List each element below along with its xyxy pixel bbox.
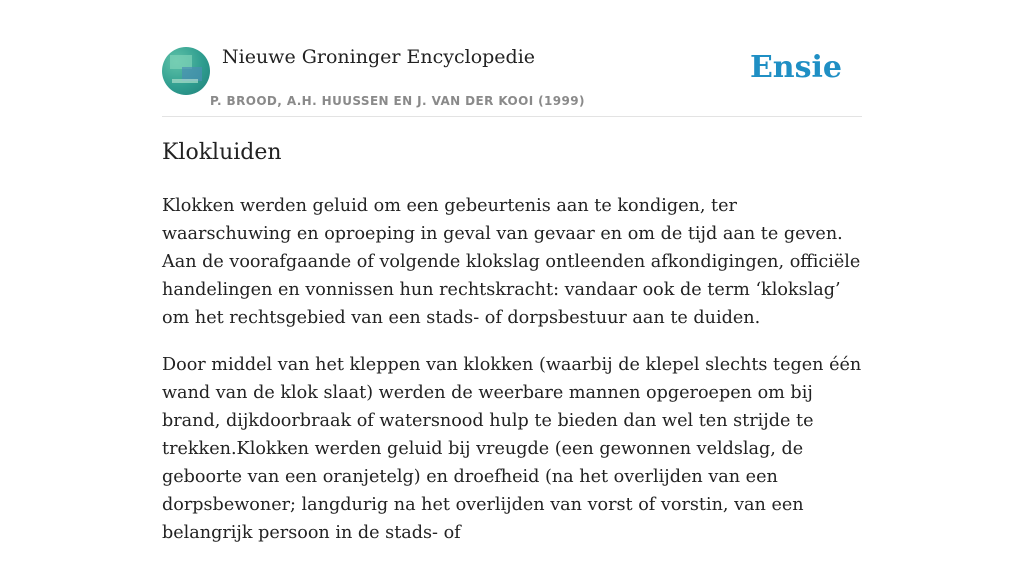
entry-paragraph: Klokken werden geluid om een gebeurtenis aan te kondigen, ter waarschuwing en oproeping in geval van gevaar en om de tijd aan te geven. Aan de voorafgaande of volgende klokslag ontleenden afkondigingen, officiële handelingen en vonnissen hun rechtskracht: vandaar ook de term ‘klokslag’ om het rechtsgebied van een stads- of dorpsbestuur aan te duiden. — [162, 196, 861, 328]
entry-body — [162, 192, 862, 566]
entry-paragraph: Door middel van het kleppen van klokken (waarbij de klepel slechts tegen één wand van de klok slaat) werden de weerbare mannen opgeroepen om bij brand, dijkdoorbraak of watersnood hulp te bieden dan wel ten strijde te trekken.Klokken werden geluid bij vreugde (een gewonnen veldslag, de geboorte van een oranjetelg) en droefheid (na het overlijden van een dorpsbewoner; langdurig na het overlijden van vorst of vorstin, van een belangrijk persoon in de stads- of — [162, 355, 862, 543]
book-authors: P. BROOD, A.H. HUUSSEN EN J. VAN DER KOOI (1999) — [210, 94, 585, 108]
book-title[interactable]: Nieuwe Groninger Encyclopedie — [222, 46, 536, 68]
source-header — [162, 46, 862, 117]
book-cover-icon[interactable] — [162, 47, 210, 95]
brand-logo[interactable]: Ensie — [749, 50, 842, 85]
entry-title: Klokluiden — [162, 140, 282, 165]
